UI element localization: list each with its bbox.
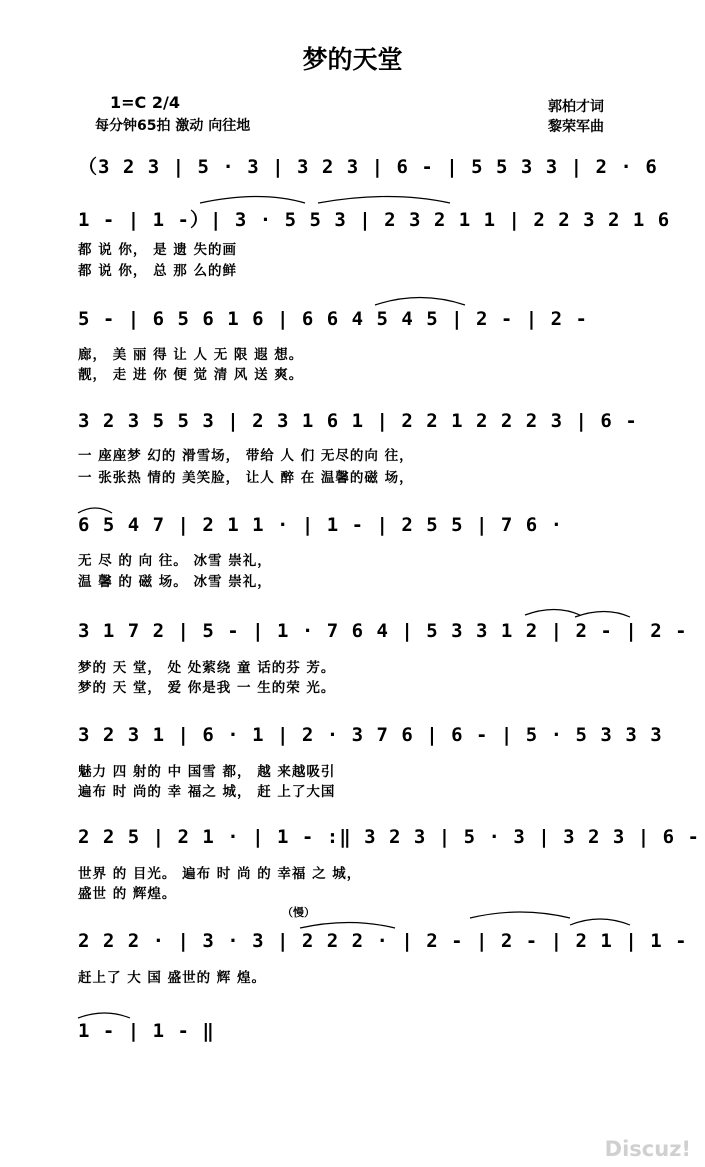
notation-line: 1 - | 1 - ‖ (78, 1020, 215, 1042)
notation-line: 3 2 3 5 5 3 | 2 3 1 6 1 | 2 2 1 2 2 2 3 | 6 - (78, 410, 638, 432)
slur (525, 610, 580, 616)
lyric-line: 遍布 时 尚的 幸 福之 城， 赶 上了大国 (78, 784, 336, 800)
slur (300, 923, 395, 929)
notation-line: （3 2 3 | 5 · 3 | 3 2 3 | 6 - | 5 5 3 3 | 2 · 6 (78, 156, 658, 178)
lyric-line: 廊， 美 丽 得 让 人 无 限 遐 想。 (78, 347, 304, 363)
composer: 黎荣军曲 (548, 119, 604, 135)
notation-line: 3 2 3 1 | 6 · 1 | 2 · 3 7 6 | 6 - | 5 · 5 3 3 3 (78, 724, 663, 746)
tempo-text: 每分钟65拍 激动 向往地 (95, 118, 251, 134)
lyric-line: 赶上了 大 国 盛世的 辉 煌。 (78, 970, 266, 986)
slur (375, 298, 465, 306)
lyric-line: 靓， 走 进 你 便 觉 清 风 送 爽。 (78, 367, 304, 383)
slow-mark: （慢） (282, 906, 315, 919)
slur (575, 612, 630, 618)
lyric-line: 一 张张热 情的 美笑脸， 让人 醉 在 温馨的磁 场， (78, 470, 414, 486)
slur (78, 508, 112, 513)
lyric-line: 都 说 你， 是 遗 失的画 (78, 242, 237, 258)
lyric-line: 盛世 的 辉煌。 (78, 886, 177, 902)
notation-line: 2 2 5 | 2 1 · | 1 - :‖ 3 2 3 | 5 · 3 | 3 2 3 | 6 - (78, 826, 700, 848)
notation-line: 2 2 2 · | 3 · 3 | 2 2 2 · | 2 - | 2 - | 2 1 | 1 - (78, 930, 688, 952)
slur (200, 197, 305, 204)
lyric-line: 梦的 天 堂， 爱 你是我 一 生的荣 光。 (78, 680, 336, 696)
lyric-line: 世界 的 目光。 遍布 时 尚 的 幸福 之 城， (78, 866, 362, 882)
slur (78, 1013, 130, 1018)
notation-line: 5 - | 6 5 6 1 6 | 6 6 4 5 4 5 | 2 - | 2 - (78, 308, 588, 330)
watermark: Discuz! (604, 1137, 691, 1161)
notation-line: 1 - | 1 -）| 3 · 5 5 3 | 2 3 2 1 1 | 2 2 3 2 1 6 (78, 209, 671, 231)
lyric-line: 都 说 你， 总 那 么的鲜 (78, 263, 237, 279)
notation-line: 6 5 4 7 | 2 1 1 · | 1 - | 2 5 5 | 7 6 · (78, 514, 564, 536)
song-title: 梦的天堂 (302, 45, 403, 74)
notation-line: 3 1 7 2 | 5 - | 1 · 7 6 4 | 5 3 3 1 2 | 2 - | 2 - (78, 620, 688, 642)
lyric-line: 温 馨 的 磁 场。 冰雪 崇礼， (78, 574, 272, 590)
lyric-line: 魅力 四 射的 中 国雪 都， 越 来越吸引 (78, 764, 336, 780)
lyric-line: 无 尽 的 向 往。 冰雪 崇礼， (78, 553, 272, 569)
lyricist: 郭柏才词 (548, 99, 604, 115)
key-signature: 1=C 2/4 (110, 93, 180, 112)
slur (570, 919, 630, 925)
slur (318, 197, 450, 204)
lyric-line: 一 座座梦 幻的 滑雪场， 带给 人 们 无尽的向 往， (78, 448, 414, 464)
slur (470, 912, 570, 918)
lyric-line: 梦的 天 堂， 处 处萦绕 童 话的芬 芳。 (78, 660, 336, 676)
